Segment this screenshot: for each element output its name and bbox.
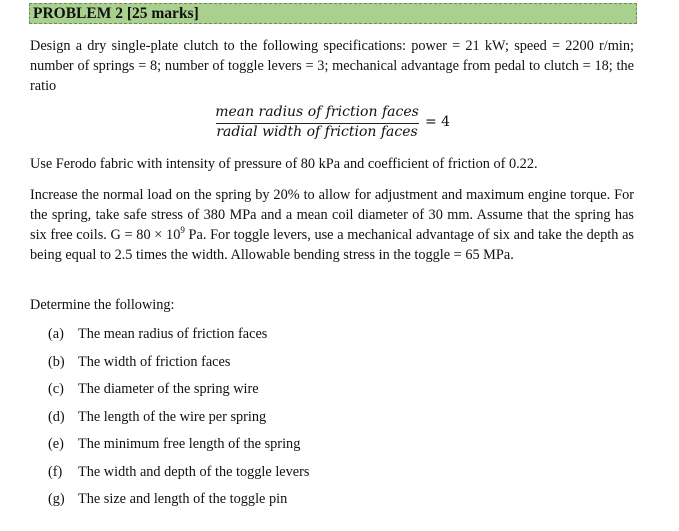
- spring-text-part-1: Increase the normal load on the spring by 20% to allow for adjustment and maximum engine torque. For the spring, take safe stress of 380 MPa and a mean coil diameter of 30 mm. Assume that the spring has six free coils. G = 80 × 10: [30, 187, 634, 243]
- spring-paragraph: [30, 185, 634, 265]
- ratio-numerator: mean radius of friction faces: [215, 104, 419, 120]
- material-paragraph: Use Ferodo fabric with intensity of pressure of 80 kPa and coefficient of friction of 0.22.: [30, 156, 538, 172]
- list-item-text: The mean radius of friction faces: [78, 326, 268, 342]
- problem-title: PROBLEM 2 [25 marks]: [33, 5, 199, 22]
- list-item: [48, 462, 309, 490]
- list-item-text: The size and length of the toggle pin: [78, 491, 288, 507]
- spring-exponent: 9: [180, 225, 185, 235]
- list-item-text: The length of the wire per spring: [78, 408, 267, 425]
- list-item-text: The diameter of the spring wire: [78, 381, 259, 397]
- list-marker: (a): [48, 326, 64, 342]
- list-item-text: The minimum free length of the spring: [78, 436, 301, 452]
- list-item: [48, 352, 309, 380]
- list-marker: (c): [48, 381, 64, 397]
- list-item-text: The width and depth of the toggle levers: [78, 463, 310, 480]
- list-item: [48, 434, 309, 462]
- list-marker: (b): [48, 353, 65, 370]
- ratio-value: = 4: [425, 114, 451, 130]
- determine-label: Determine the following:: [30, 297, 175, 313]
- list-marker: (f): [48, 463, 63, 480]
- problem-header: [29, 3, 637, 24]
- list-marker: (d): [48, 408, 65, 425]
- list-item: [48, 407, 309, 435]
- list-item-text: The width of friction faces: [78, 353, 231, 370]
- list-item: [48, 379, 309, 407]
- list-item: [48, 324, 309, 352]
- intro-paragraph: Design a dry single-plate clutch to the following specifications: power = 21 kW; speed = 2200 r/min; number of springs = 8; number of toggle levers = 3; mechanical advantage from pedal to clutch = 18; the ratio: [30, 38, 634, 94]
- task-list: [48, 324, 309, 517]
- spring-text-part-2: Pa. For toggle levers, use a mechanical advantage of six and take the depth as being equal to 2.5 times the width. Allowable bending stress in the toggle = 65 MPa.: [30, 227, 634, 263]
- ratio-denominator: radial width of friction faces: [216, 124, 418, 140]
- list-marker: (e): [48, 436, 64, 452]
- list-item: [48, 489, 309, 517]
- list-marker: (g): [48, 491, 65, 507]
